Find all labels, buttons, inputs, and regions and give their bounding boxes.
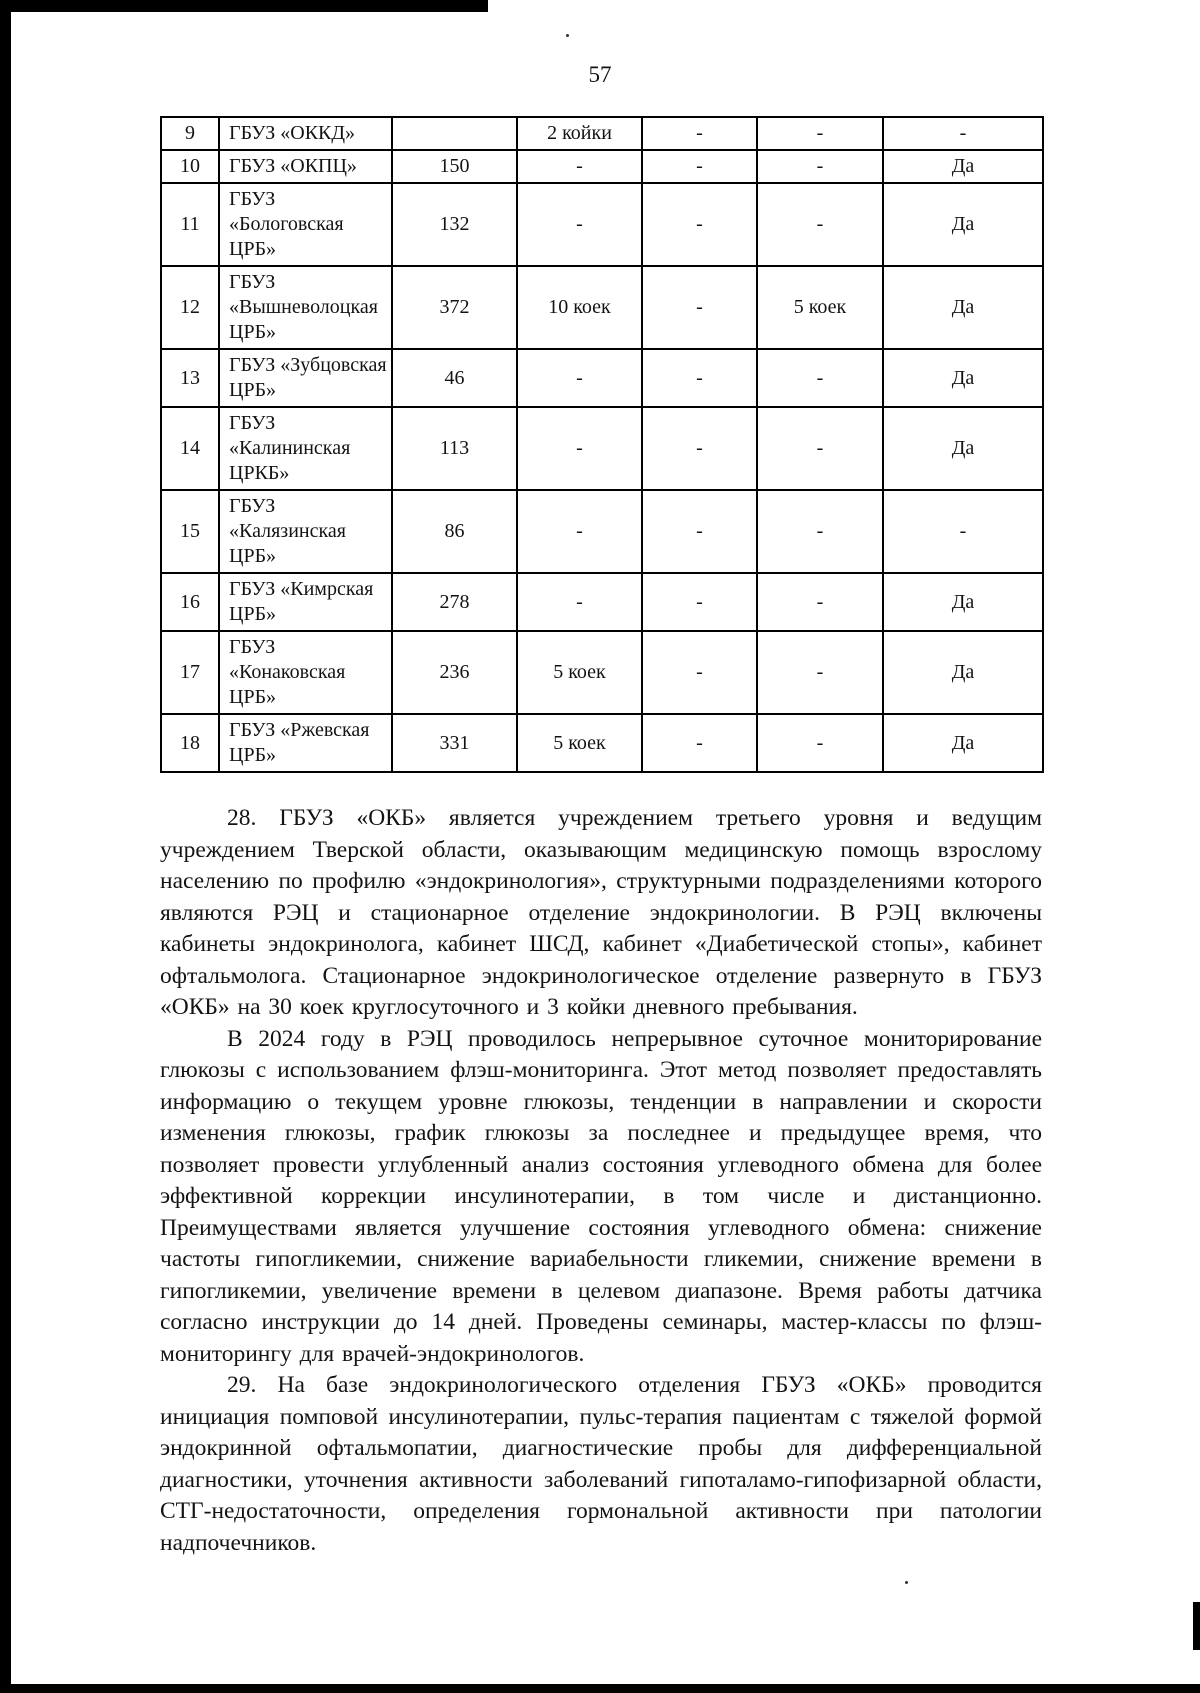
row-number-cell: 17 xyxy=(161,631,219,714)
page-number: 57 xyxy=(588,62,612,87)
value-cell: Да xyxy=(883,407,1043,490)
facility-table xyxy=(160,116,1044,773)
table-row xyxy=(161,349,1043,407)
value-cell xyxy=(392,117,517,150)
row-number-cell: 16 xyxy=(161,573,219,631)
value-cell: 2 койки xyxy=(517,117,642,150)
value-cell: 113 xyxy=(392,407,517,490)
value-cell: - xyxy=(642,150,757,183)
value-cell: 372 xyxy=(392,266,517,349)
institution-name-cell: ГБУЗ «Бологовская ЦРБ» xyxy=(219,183,392,266)
row-number-cell: 11 xyxy=(161,183,219,266)
table-row xyxy=(161,631,1043,714)
row-number-cell: 12 xyxy=(161,266,219,349)
value-cell: - xyxy=(642,407,757,490)
value-cell: 5 коек xyxy=(517,714,642,772)
scan-speck xyxy=(566,34,569,37)
row-number-cell: 14 xyxy=(161,407,219,490)
value-cell: - xyxy=(642,266,757,349)
value-cell: - xyxy=(642,490,757,573)
value-cell: - xyxy=(883,117,1043,150)
text-block xyxy=(160,803,1042,1559)
scan-artifact-top-bar xyxy=(0,0,488,12)
value-cell: Да xyxy=(883,573,1043,631)
value-cell: - xyxy=(642,631,757,714)
value-cell: Да xyxy=(883,150,1043,183)
row-number-cell: 9 xyxy=(161,117,219,150)
table-row xyxy=(161,407,1043,490)
table-row xyxy=(161,150,1043,183)
document-content xyxy=(160,116,1042,1559)
value-cell: 46 xyxy=(392,349,517,407)
value-cell: - xyxy=(757,573,883,631)
value-cell: Да xyxy=(883,266,1043,349)
value-cell: Да xyxy=(883,631,1043,714)
paragraph-28: 28. ГБУЗ «ОКБ» является учреждением третьего уровня и ведущим учреждением Тверской области, оказывающим медицинскую помощь взрослому населению по профилю «эндокринология», структурными подразделениями которого являются РЭЦ и стационарное отделение эндокринологии. В РЭЦ включены кабинеты эндокринолога, кабинет ШСД, кабинет «Диабетической стопы», кабинет офтальмолога. Стационарное эндокринологическое отделение развернуто в ГБУЗ «ОКБ» на 30 коек круглосуточного и 3 койки дневного пребывания. xyxy=(160,805,1042,1020)
value-cell: 236 xyxy=(392,631,517,714)
institution-name-cell: ГБУЗ «Калининская ЦРКБ» xyxy=(219,407,392,490)
institution-name-cell: ГБУЗ «Ржевская ЦРБ» xyxy=(219,714,392,772)
value-cell: - xyxy=(757,183,883,266)
value-cell: - xyxy=(517,349,642,407)
table-row xyxy=(161,573,1043,631)
value-cell: - xyxy=(517,407,642,490)
value-cell: - xyxy=(757,117,883,150)
value-cell: 150 xyxy=(392,150,517,183)
value-cell: Да xyxy=(883,183,1043,266)
value-cell: - xyxy=(517,573,642,631)
table-row xyxy=(161,266,1043,349)
institution-name-cell: ГБУЗ «Кимрская ЦРБ» xyxy=(219,573,392,631)
value-cell: - xyxy=(642,573,757,631)
paragraph-29: 29. На базе эндокринологического отделения ГБУЗ «ОКБ» проводится инициация помповой инсулинотерапии, пульс-терапия пациентам с тяжелой формой эндокринной офтальмопатии, диагностические пробы для дифференциальной диагностики, уточнения активности заболеваний гипоталамо-гипофизарной области, СТГ-недостаточности, определения гормональной активности при патологии надпочечников. xyxy=(160,1372,1042,1556)
table-row xyxy=(161,117,1043,150)
value-cell: - xyxy=(757,631,883,714)
value-cell: 86 xyxy=(392,490,517,573)
table-row xyxy=(161,490,1043,573)
row-number-cell: 13 xyxy=(161,349,219,407)
institution-name-cell: ГБУЗ «Зубцовская ЦРБ» xyxy=(219,349,392,407)
value-cell: - xyxy=(642,183,757,266)
scan-artifact-right-mark xyxy=(1193,1602,1200,1650)
scan-artifact-left-bar xyxy=(0,0,11,1693)
paragraph-monitoring: В 2024 году в РЭЦ проводилось непрерывное суточное мониторирование глюкозы с использованием флэш-мониторинга. Этот метод позволяет предоставлять информацию о текущем уровне глюкозы, тенденции в направлении и скорости изменения глюкозы, график глюкозы за последнее и предыдущее время, что позволяет провести углубленный анализ состояния углеводного обмена для более эффективной коррекции инсулинотерапии, в том числе и дистанционно. Преимуществами является улучшение состояния углеводного обмена: снижение частоты гипогликемии, снижение вариабельности гликемии, снижение времени в гипогликемии, увеличение времени в целевом диапазоне. Время работы датчика согласно инструкции до 14 дней. Проведены семинары, мастер-классы по флэш-мониторингу для врачей-эндокринологов. xyxy=(160,1025,1042,1367)
row-number-cell: 18 xyxy=(161,714,219,772)
value-cell: - xyxy=(757,714,883,772)
value-cell: - xyxy=(642,714,757,772)
value-cell: 278 xyxy=(392,573,517,631)
institution-name-cell: ГБУЗ «Калязинская ЦРБ» xyxy=(219,490,392,573)
institution-name-cell: ГБУЗ «ОККД» xyxy=(219,117,392,150)
value-cell: - xyxy=(757,150,883,183)
row-number-cell: 15 xyxy=(161,490,219,573)
value-cell: - xyxy=(757,407,883,490)
institution-name-cell: ГБУЗ «Конаковская ЦРБ» xyxy=(219,631,392,714)
table-body xyxy=(161,117,1043,772)
scan-speck xyxy=(905,1581,908,1584)
value-cell: 5 коек xyxy=(517,631,642,714)
value-cell: 5 коек xyxy=(757,266,883,349)
value-cell: - xyxy=(757,349,883,407)
value-cell: - xyxy=(883,490,1043,573)
value-cell: - xyxy=(757,490,883,573)
value-cell: Да xyxy=(883,349,1043,407)
scan-artifact-bottom-bar xyxy=(0,1684,1200,1693)
value-cell: - xyxy=(517,490,642,573)
value-cell: 10 коек xyxy=(517,266,642,349)
value-cell: - xyxy=(642,349,757,407)
value-cell: - xyxy=(517,183,642,266)
value-cell: 331 xyxy=(392,714,517,772)
value-cell: - xyxy=(642,117,757,150)
institution-name-cell: ГБУЗ «ОКПЦ» xyxy=(219,150,392,183)
institution-name-cell: ГБУЗ «Вышневолоцкая ЦРБ» xyxy=(219,266,392,349)
row-number-cell: 10 xyxy=(161,150,219,183)
table-row xyxy=(161,183,1043,266)
value-cell: Да xyxy=(883,714,1043,772)
value-cell: 132 xyxy=(392,183,517,266)
value-cell: - xyxy=(517,150,642,183)
table-row xyxy=(161,714,1043,772)
